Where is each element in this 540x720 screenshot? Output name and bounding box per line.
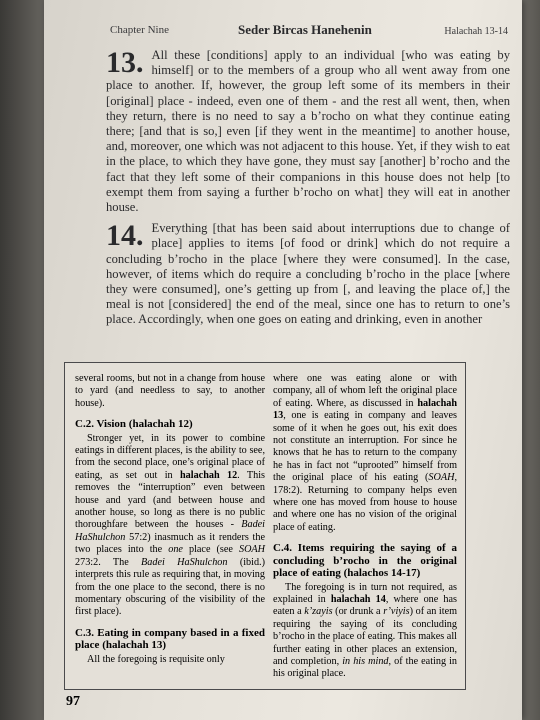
chapter-label: Chapter Nine [110, 24, 169, 36]
citation: Badei HaShulchon [141, 556, 228, 568]
halachah-ref: halachah 13 [273, 397, 457, 422]
section-text-c3-continued: where one was eating alone or with company, all of whom left the original place of eating. Where, as discussed in halachah 13, one is eating in company and leaves some of it when he goes out, his exit does not constitute an interruption. For since he knows that he has to return to the company he has in fact not “uprooted” himself from the original place of his eating (SOAH, 178:2). Returning to company helps even where one has moved from house to house and where one has no vision of the original place of eating. [273, 373, 457, 533]
commentary-box [64, 362, 466, 690]
commentary-column-right [273, 373, 457, 681]
commentary-column-left [75, 373, 265, 666]
section-text-c2: Stronger yet, in its power to combine eatings in different places, is the ability to see, from the second place, one’s original place of eating, as set out in halachah 12. This removes the “interruption” even between house and yard (and between house and another house, so long as there is no public thoroughfare between the houses - Badei HaShulchon 57:2) inasmuch as it renders the two places into the one place (see SOAH 273:2. The Badei HaShulchon (ibid.) interprets this rule as requiring that, in moving from the one place to the second, there is no momentary obscuring of the visibility of the first place). [75, 432, 266, 618]
section-text-c4: The foregoing is in turn not required, as explained in halachah 14, where one has eaten a k’zayis (or drunk a r’viyis) of an item requiring the saying of its concluding b’rocho in the place of eating. This makes all further eating in other places an extension, and completion, in his mind, of the eating in his original place. [273, 581, 458, 680]
halachah-ref: halachah 12 [179, 469, 238, 481]
section-heading-c4: C.4. Items requiring the saying of a concluding b’rocho in the original place of eating (halachos 14-17) [273, 542, 457, 580]
citation: SOAH [428, 472, 455, 484]
paragraph-number: 13. [106, 46, 144, 79]
running-head [110, 24, 508, 44]
section-heading-c3: C.3. Eating in company based in a fixed place (halachah 13) [75, 626, 265, 652]
paragraph-text: All these [conditions] apply to an individual [who was eating by himself] or to the members of a group who all went away from one place to another. If, however, the group left some of its members in their [original] place - indeed, even one of them - and the rest all went, then, when they return, there is no need to say a b’rocho on what they continue eating there; [and that is so,] even [if they went in the meantime] to another house, and, moreover, one which was not adjacent to this house. Yet, if they wish to eat in the place, to which they have gone, they must say [another] b’rocho and the fact that they left some of their companions in this house does not help [to exempt them from saying a further b’rocho on what] they will eat in another house. [106, 48, 510, 215]
halachah-range: Halachah 13-14 [444, 26, 508, 37]
section-heading-c2: C.2. Vision (halachah 12) [75, 418, 193, 431]
halachah-ref: halachah 14 [330, 593, 386, 605]
book-title: Seder Bircas Hanehenin [238, 22, 372, 37]
commentary-continued: several rooms, but not in a change from house to yard (and needless to say, to another house). [75, 373, 265, 409]
paragraph-14 [106, 221, 510, 327]
main-text [106, 48, 510, 334]
paragraph-number: 14. [106, 219, 144, 253]
citation: Badei HaShulchon [75, 519, 266, 543]
paragraph-13 [106, 48, 510, 215]
paragraph-text: Everything [that has been said about interruptions due to change of place] applies to items [of food or drink] which do not require a concluding b’rocho in the place [where they were consumed]. In the case, however, of items which do require a concluding b’rocho in the place [where they were consumed], one’s getting up from [, and leaving the place of,] the meal is not [considered] the end of the meal, since one has to return to one’s place. Accordingly, when one goes on eating and drinking, even in another [106, 221, 510, 327]
page-number: 97 [66, 694, 80, 709]
citation: SOAH [238, 544, 265, 556]
section-text-c3: All the foregoing is requisite only [87, 653, 225, 665]
